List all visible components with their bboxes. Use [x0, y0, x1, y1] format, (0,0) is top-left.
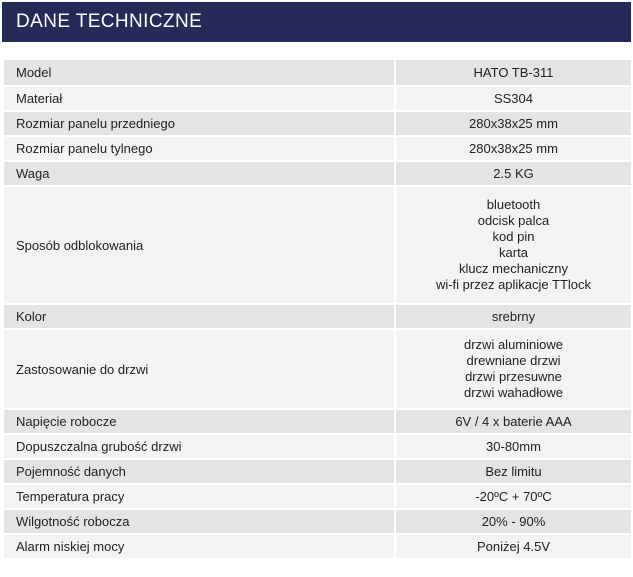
spec-label: Rozmiar panelu przedniego — [4, 110, 394, 135]
spec-row — [4, 533, 631, 558]
spec-label: Temperatura pracy — [4, 483, 394, 508]
spec-value — [394, 458, 631, 483]
spec-label: Wilgotność robocza — [4, 508, 394, 533]
spec-value — [394, 508, 631, 533]
spec-value-line: drzwi aluminiowe — [464, 337, 563, 352]
spec-value — [394, 408, 631, 433]
spec-value-line: karta — [499, 245, 528, 260]
spec-label: Materiał — [4, 85, 394, 110]
spec-row — [4, 433, 631, 458]
spec-value-line: 6V / 4 x baterie AAA — [455, 413, 572, 429]
spec-label: Zastosowanie do drzwi — [4, 328, 394, 408]
spec-value-line: kod pin — [492, 229, 535, 244]
spec-value — [394, 60, 631, 85]
spec-value — [394, 483, 631, 508]
spec-value — [394, 85, 631, 110]
spec-value-line: -20ºC + 70ºC — [475, 488, 552, 504]
spec-table — [4, 60, 631, 558]
spec-value-line: HATO TB-311 — [473, 64, 554, 80]
spec-row — [4, 110, 631, 135]
spec-value-line: odcisk palca — [477, 213, 550, 228]
spec-value-line: 30-80mm — [486, 438, 541, 454]
spec-label: Pojemność danych — [4, 458, 394, 483]
spec-value-line: srebrny — [491, 308, 536, 324]
spec-row — [4, 160, 631, 185]
spec-row — [4, 328, 631, 408]
spec-row — [4, 408, 631, 433]
spec-row — [4, 60, 631, 85]
spec-value — [394, 135, 631, 160]
spec-row — [4, 185, 631, 303]
spec-row — [4, 135, 631, 160]
spec-value-line: bluetooth — [486, 197, 541, 212]
spec-row — [4, 85, 631, 110]
spec-value — [394, 433, 631, 458]
spec-value — [394, 110, 631, 135]
spec-value-line: 280x38x25 mm — [469, 115, 558, 131]
spec-value — [394, 328, 631, 408]
spec-value — [394, 533, 631, 558]
spec-row — [4, 303, 631, 328]
page-title: DANE TECHNICZNE — [16, 11, 203, 32]
spec-label: Waga — [4, 160, 394, 185]
spec-value-line: SS304 — [493, 90, 534, 106]
spec-value — [394, 160, 631, 185]
spec-value-line: wi-fi przez aplikacje TTlock — [435, 277, 592, 292]
spec-value-line: Bez limitu — [485, 463, 542, 479]
spec-row — [4, 483, 631, 508]
spec-value-line: 280x38x25 mm — [469, 140, 558, 156]
spec-label: Rozmiar panelu tylnego — [4, 135, 394, 160]
spec-value-line: Poniżej 4.5V — [477, 538, 550, 554]
spec-label: Napięcie robocze — [4, 408, 394, 433]
spec-value-line: drewniane drzwi — [466, 353, 561, 368]
spec-value-line: 2.5 KG — [493, 165, 534, 181]
spec-value-line: klucz mechaniczny — [458, 261, 569, 276]
spec-label: Dopuszczalna grubość drzwi — [4, 433, 394, 458]
header-bar — [2, 2, 631, 42]
spec-value-line: drzwi wahadłowe — [464, 385, 563, 400]
spec-label: Kolor — [4, 303, 394, 328]
spec-row — [4, 458, 631, 483]
spec-value-line: drzwi przesuwne — [465, 369, 562, 384]
spec-row — [4, 508, 631, 533]
spec-label: Alarm niskiej mocy — [4, 533, 394, 558]
spec-label: Model — [4, 60, 394, 85]
spec-label: Sposób odblokowania — [4, 185, 394, 303]
spec-value-line: 20% - 90% — [481, 513, 546, 529]
spec-value — [394, 303, 631, 328]
spec-value — [394, 185, 631, 303]
